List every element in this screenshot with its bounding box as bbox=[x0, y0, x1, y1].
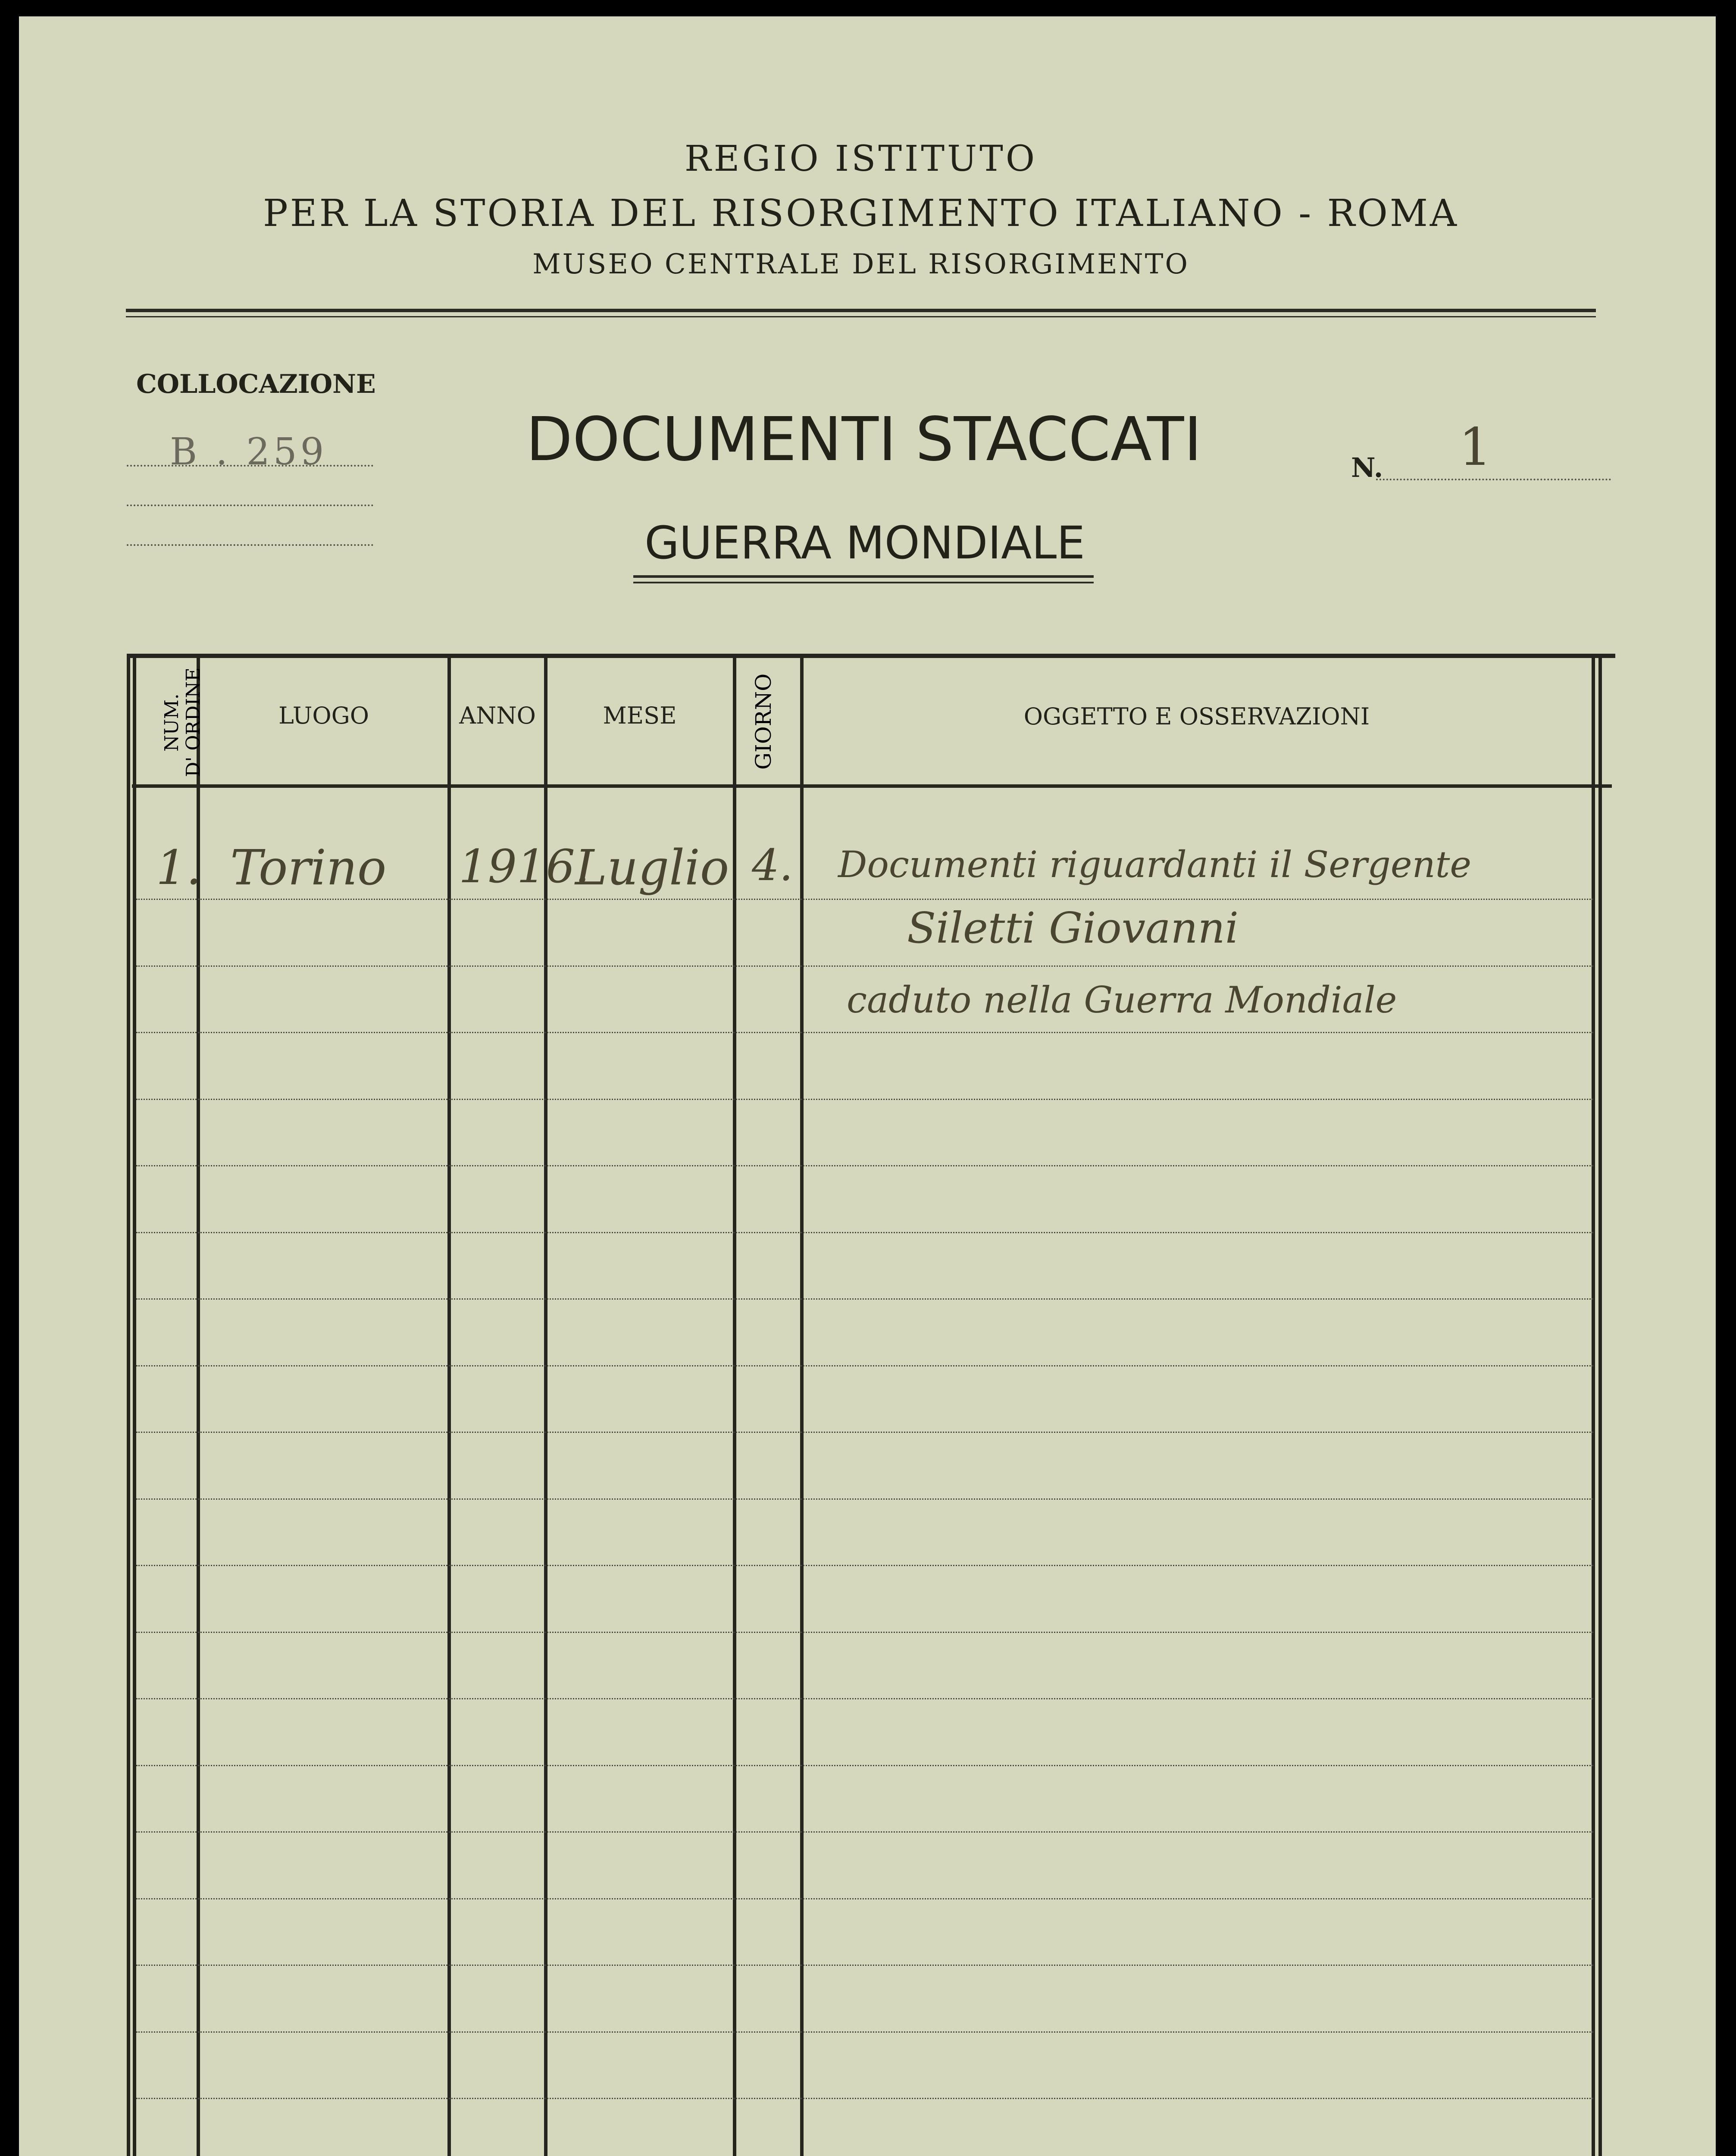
ruled-row-line bbox=[136, 1898, 1593, 1899]
entry-oggetto-line3: caduto nella Guerra Mondiale bbox=[847, 979, 1397, 1021]
ruled-row-line bbox=[136, 1965, 1593, 1966]
ruled-row-line bbox=[136, 899, 1593, 900]
ruled-row-line bbox=[136, 1765, 1593, 1766]
entry-giorno: 4. bbox=[752, 840, 793, 890]
institute-title-line2: PER LA STORIA DEL RISORGIMENTO ITALIANO - ROMA bbox=[263, 192, 1459, 235]
ruled-row-line bbox=[136, 1698, 1593, 1699]
institute-title-line3: MUSEO CENTRALE DEL RISORGIMENTO bbox=[532, 248, 1189, 280]
header-num-ordine bbox=[161, 665, 204, 780]
collocazione-line-1 bbox=[127, 465, 373, 467]
ruled-row-line bbox=[136, 2031, 1593, 2033]
table-border-right bbox=[1598, 654, 1602, 2156]
header-rule-thin bbox=[126, 316, 1596, 317]
ruled-row-line bbox=[136, 1498, 1593, 1500]
header-anno: ANNO bbox=[459, 702, 536, 729]
collocazione-value: B . 259 bbox=[170, 430, 328, 473]
table-border-left-inner bbox=[133, 654, 136, 2156]
ruled-row-line bbox=[136, 1099, 1593, 1100]
collocazione-line-2 bbox=[127, 505, 373, 506]
header-giorno: GIORNO bbox=[751, 673, 776, 770]
number-line bbox=[1376, 479, 1611, 480]
header-oggetto: OGGETTO E OSSERVAZIONI bbox=[1023, 703, 1370, 730]
table-top-border bbox=[127, 654, 1615, 658]
column-divider-4 bbox=[733, 654, 736, 2156]
number-label: N. bbox=[1351, 452, 1383, 483]
number-value: 1 bbox=[1459, 417, 1492, 477]
ruled-row-line bbox=[136, 1632, 1593, 1633]
column-divider-2 bbox=[447, 654, 451, 2156]
table-border-right-inner bbox=[1592, 654, 1595, 2156]
ruled-row-line bbox=[136, 1365, 1593, 1366]
collocazione-label: COLLOCAZIONE bbox=[136, 369, 376, 399]
header-num-ordine-line2: D' ORDINE bbox=[182, 667, 204, 777]
header-num-ordine-line1: NUM. bbox=[161, 693, 183, 752]
header-mese: MESE bbox=[603, 702, 677, 729]
ruled-row-line bbox=[136, 1565, 1593, 1566]
table-border-left bbox=[127, 654, 130, 2156]
page-subtitle: GUERRA MONDIALE bbox=[644, 517, 1085, 569]
ruled-row-line bbox=[136, 1165, 1593, 1166]
ruled-row-line bbox=[136, 1232, 1593, 1233]
ruled-row-line bbox=[136, 2098, 1593, 2099]
subtitle-underline-1 bbox=[633, 575, 1094, 578]
header-rule-thick bbox=[126, 309, 1596, 312]
entry-mese: Luglio bbox=[575, 840, 729, 896]
document-sheet bbox=[19, 16, 1716, 2156]
entry-num: 1. bbox=[156, 840, 201, 895]
ruled-row-line bbox=[136, 1298, 1593, 1300]
entry-oggetto-line2: Siletti Giovanni bbox=[907, 904, 1239, 953]
column-divider-5 bbox=[800, 654, 804, 2156]
table-header-bottom-border bbox=[132, 784, 1612, 788]
institute-title-line1: REGIO ISTITUTO bbox=[684, 138, 1038, 179]
ruled-row-line bbox=[136, 965, 1593, 967]
ruled-row-line bbox=[136, 1032, 1593, 1033]
ruled-row-line bbox=[136, 1831, 1593, 1833]
entry-anno: 1916. bbox=[459, 840, 590, 893]
page-title: DOCUMENTI STACCATI bbox=[526, 404, 1202, 475]
header-luogo: LUOGO bbox=[278, 702, 369, 729]
entry-oggetto-line1: Documenti riguardanti il Sergente bbox=[838, 843, 1472, 886]
entry-luogo: Torino bbox=[230, 840, 387, 896]
ruled-row-line bbox=[136, 1432, 1593, 1433]
collocazione-line-3 bbox=[127, 544, 373, 546]
subtitle-underline-2 bbox=[633, 582, 1094, 583]
